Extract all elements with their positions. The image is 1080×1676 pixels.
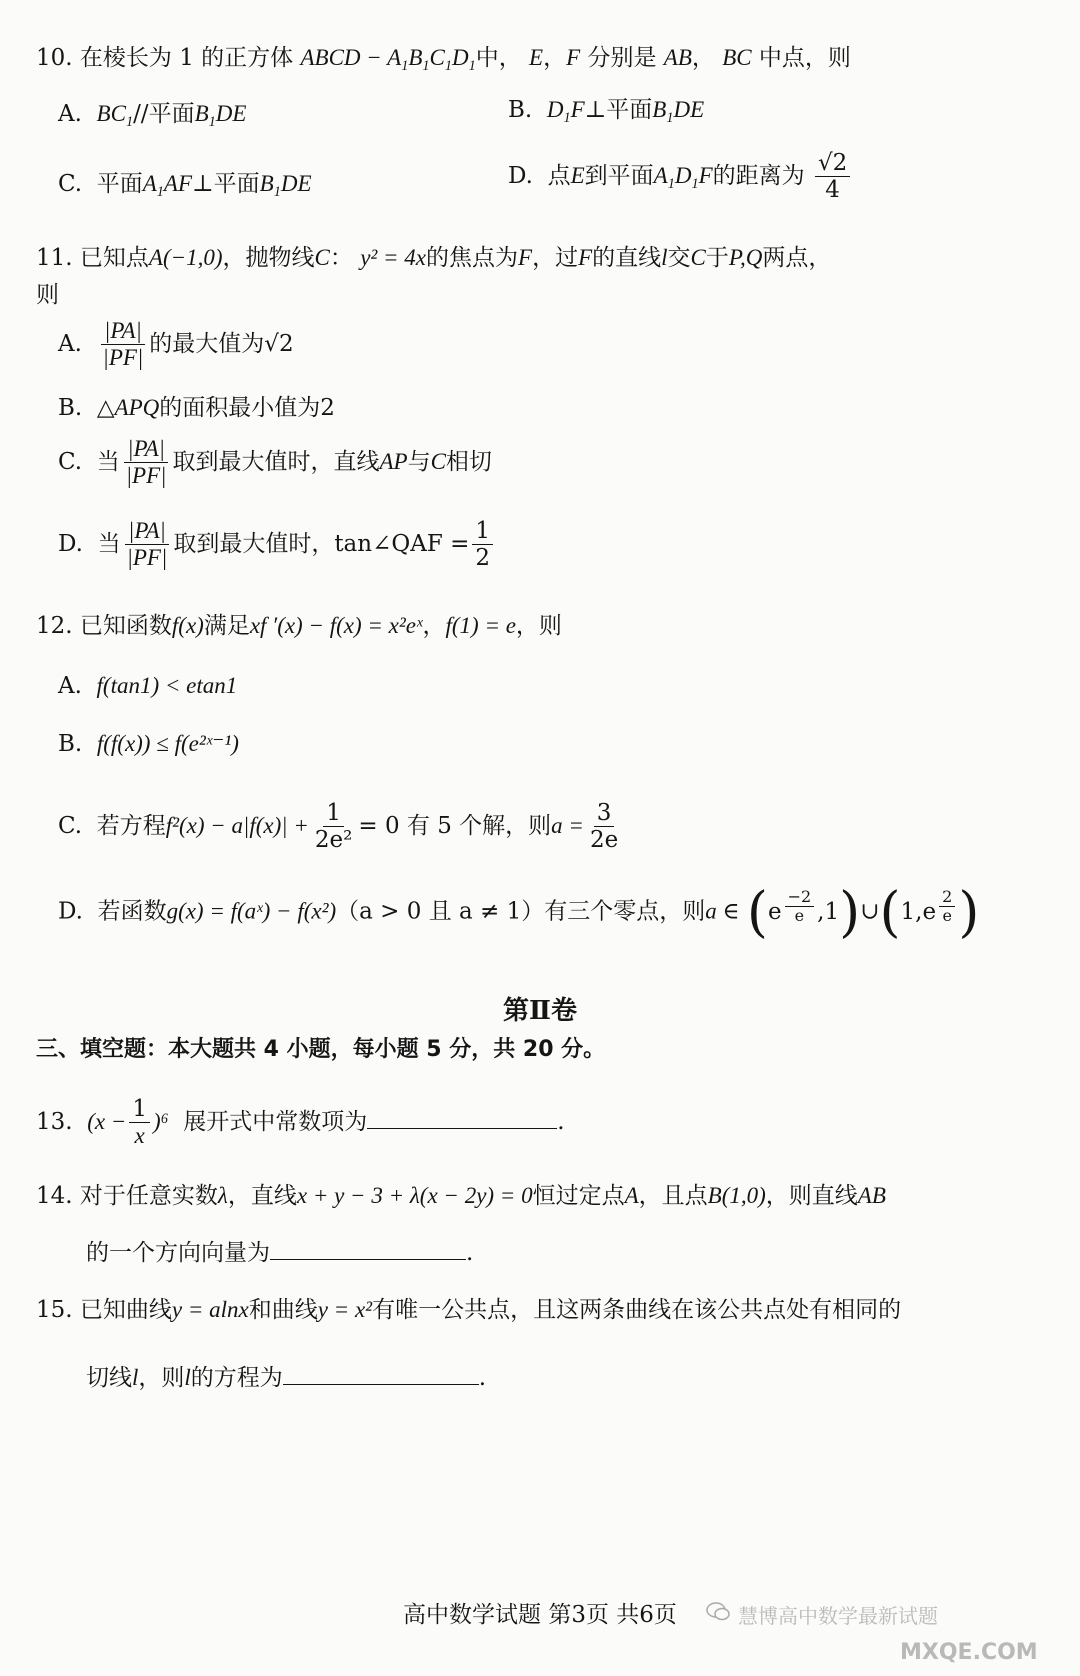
distance-fraction: $\frac{√2}{4}$ <box>815 150 850 204</box>
watermark-url: MXQE.COM <box>900 1640 1038 1665</box>
section-3-heading: 三、填空题：本大题共 4 小题，每小题 5 分，共 20 分。 <box>36 1037 606 1062</box>
q10-option-b: B. $D_1F\perp$平面$B_1DE$ <box>508 97 705 126</box>
q12-option-d: D. 若函数g(x) = f(aˣ) − f(x²)（a > 0 且 a ≠ 1）有三个零点，则a ∈ (e $^{\frac{-2}{e}}$ ,1)∪(1,e $^{\frac{2}{e}}$ ) <box>58 880 980 944</box>
q11-stem-cont: 则 <box>36 282 59 308</box>
page-footer: 高中数学试题 第3页 共6页 <box>403 1602 677 1628</box>
q10-option-d: D. 点E到平面$A_1D_1F$的距离为 $\frac{√2}{4}$ <box>508 150 853 204</box>
watermark-text: 慧博高中数学最新试题 <box>738 1604 938 1628</box>
q12-option-a: A. f(tan1) < etan1 <box>58 673 238 699</box>
q14: 14. 对于任意实数λ，直线x + y − 3 + λ(x − 2y) = 0恒过定点A，且点B(1,0)，则直线AB <box>36 1183 886 1209</box>
wechat-icon <box>705 1598 731 1624</box>
q15-cont: 切线l，则l的方程为 . <box>86 1365 487 1391</box>
q11-option-b: B. △APQ的面积最小值为2 <box>58 395 335 421</box>
answer-blank[interactable] <box>270 1258 466 1260</box>
interval-left: e $^{\frac{-2}{e}}$ ,1 <box>767 887 840 926</box>
cube-name: ABCD − $A_1B_1C_1D_1$ <box>300 45 476 74</box>
answer-blank[interactable] <box>283 1383 479 1385</box>
q11-option-d: D. 当 $\frac{|PA|}{|PF|}$ 取到最大值时，tan∠QAF = $\frac{1}{2}$ <box>58 518 496 572</box>
q10-option-c: C. 平面$A_1AF\perp$平面$B_1DE$ <box>58 171 312 200</box>
q10-option-a: A. $BC_1//$平面$B_1DE$ <box>58 101 247 130</box>
q11-option-a: A. $\frac{|PA|}{|PF|}$ 的最大值为√2 <box>58 318 294 371</box>
q12-option-b: B. f(f(x)) ≤ f(e²ˣ⁻¹) <box>58 731 239 757</box>
q10-stem: 10. 在棱长为 1 的正方体 ABCD − $A_1B_1C_1D_1$中， E，F 分别是 AB， BC 中点，则 <box>36 45 851 74</box>
q12-option-c: C. 若方程f²(x) − a|f(x)| + $\frac{1}{\text{2e²}}$ = 0 有 5 个解，则a = $\frac{3}{2e}$ <box>58 800 619 854</box>
q12-stem: 12. 已知函数f(x)满足xf ′(x) − f(x) = x²eˣ，f(1) = e，则 <box>36 613 562 639</box>
part2-title: 第Ⅱ卷 <box>503 996 577 1026</box>
q11-stem: 11. 已知点A(−1,0)，抛物线C： y² = 4x的焦点为F，过F的直线l交C于P,Q两点， <box>36 245 832 271</box>
q13: 13. (x − $\frac{1}{x}$ )⁶ 展开式中常数项为 . <box>36 1096 565 1149</box>
interval-right: 1,e $^{\frac{2}{e}}$ <box>901 899 959 925</box>
q11-option-c: C. 当 $\frac{|PA|}{|PF|}$ 取到最大值时，直线AP与C相切 <box>58 436 492 489</box>
answer-blank[interactable] <box>367 1127 557 1129</box>
q14-cont: 的一个方向向量为 . <box>86 1240 474 1266</box>
q15: 15. 已知曲线y = alnx和曲线y = x²有唯一公共点，且这两条曲线在该公共点处有相同的 <box>36 1297 902 1323</box>
